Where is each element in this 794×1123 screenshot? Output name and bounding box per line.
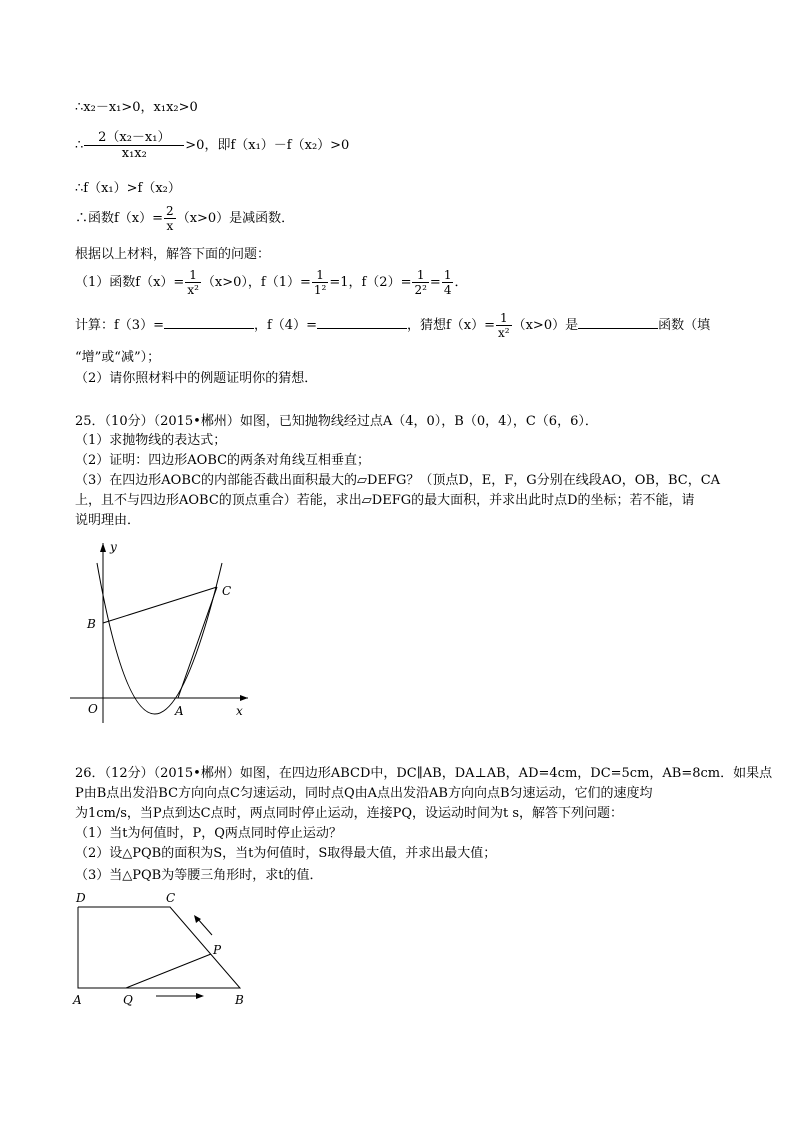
fraction-numerator: 2 [166, 204, 174, 218]
proof-line-2-prefix: ∴ [75, 138, 84, 153]
parabola-curve [97, 563, 222, 714]
q24-calc-end: 函数（填 [658, 318, 711, 333]
q26-part-1: （1）当t为何值时，P，Q两点同时停止运动？ [75, 826, 342, 841]
fraction-denominator: x [166, 219, 174, 233]
q24-intro: 根据以上材料，解答下面的问题： [75, 247, 271, 262]
label-x: x [236, 704, 243, 718]
q24-calc-fraction [496, 311, 512, 340]
fraction-numerator: 1 [185, 268, 201, 283]
proof-line-3: ∴f（x₁）>f（x₂） [75, 181, 181, 196]
fraction-numerator: 1 [312, 268, 328, 283]
q24-part-1 [75, 268, 467, 297]
answer-blank-f3[interactable] [164, 316, 254, 329]
q24-fill-hint: “增”或“减”）； [75, 350, 161, 365]
fraction-numerator: 1 [496, 311, 512, 326]
arrow-Q-head [196, 993, 204, 999]
q24-f1-value: =1，f（2）= [329, 275, 412, 290]
q24-p1-mid: （x>0），f（1）= [201, 275, 311, 290]
q26-part-2: （2）设△PQB的面积为S，当t为何值时，S取得最大值，并求出最大值； [75, 846, 497, 861]
label-y: y [110, 540, 117, 554]
proof-line-4 [75, 204, 294, 233]
x-axis-arrow [240, 695, 248, 701]
q26-line-2: P由B点出发沿BC方向向点C匀速运动，同时点Q由A点出发沿AB方向向点B匀速运动，它们的速度均 [75, 786, 653, 801]
q25-part-3b: 上，且不与四边形AOBC的顶点重合）若能，求出▱DEFG的最大面积，并求出此时点D的坐标；若不能，请 [75, 493, 695, 508]
proof-line-4-prefix: ∴函数f（x）= [75, 211, 164, 226]
q25-part-2: （2）证明：四边形AOBC的两条对角线互相垂直； [75, 453, 371, 468]
q24-p1-end: ． [454, 275, 468, 290]
fraction-denominator: 1² [313, 283, 327, 297]
label-O: O [88, 702, 98, 716]
label-B: B [235, 993, 244, 1007]
answer-blank-monotonic[interactable] [578, 316, 658, 329]
q24-calc-cond: （x>0）是 [512, 318, 579, 333]
segment-AC [178, 587, 217, 698]
q24-calc-mid: ，f（4）= [253, 318, 317, 333]
q24-calc-guess: ，猜想f（x）= [406, 318, 496, 333]
label-C: C [222, 584, 232, 598]
fraction-denominator: 2² [414, 283, 427, 297]
label-P: P [213, 943, 222, 957]
q24-f2-value-fraction [442, 268, 454, 297]
label-D: D [76, 891, 86, 905]
q25-part-3a: （3）在四边形AOBC的内部能否截出面积最大的▱DEFG？（顶点D，E，F，G分别在线段AO，OB，BC，CA [75, 473, 721, 488]
q26-part-3: （3）当△PQB为等腰三角形时，求t的值． [75, 868, 323, 883]
fraction-denominator: 4 [443, 283, 452, 297]
q26-line-1: 26．（12分）（2015•郴州）如图，在四边形ABCD中，DC∥AB，DA⊥AB，AD=4cm，DC=5cm，AB=8cm．如果点 [75, 766, 773, 781]
arrow-P-direction [197, 918, 212, 935]
proof-line-1: ∴x₂－x₁>0，x₁x₂>0 [75, 100, 198, 115]
q26-line-3: 为1cm/s，当P点到达C点时，两点同时停止运动，连接PQ，设运动时间为t s，解答下列问题： [75, 806, 624, 821]
fraction-numerator: 1 [443, 268, 452, 282]
segment-PQ [126, 954, 211, 988]
q24-eq: = [429, 275, 441, 290]
proof-fraction [84, 130, 184, 161]
label-C: C [166, 891, 176, 905]
q24-calc-prefix: 计算：f（3）= [75, 318, 164, 333]
proof-line-4-suffix: （x>0）是减函数． [176, 211, 295, 226]
proof-line-4-fraction [164, 204, 176, 233]
label-A: A [175, 704, 184, 718]
q24-p1-fraction [185, 268, 201, 297]
answer-blank-f4[interactable] [317, 316, 407, 329]
q26-trapezoid-figure [70, 888, 260, 1013]
segment-BC [103, 587, 217, 623]
fraction-numerator: 1 [412, 268, 428, 283]
label-B: B [87, 617, 96, 631]
q24-f1-fraction [312, 268, 328, 297]
fraction-denominator: x² [187, 283, 199, 297]
q25-part-1: （1）求抛物线的表达式； [75, 433, 227, 448]
q24-f2-fraction [412, 268, 428, 297]
q25-parabola-figure [70, 535, 260, 725]
q24-part-2: （2）请你照材料中的例题证明你的猜想． [75, 371, 318, 386]
proof-line-2-suffix: >0，即f（x₁）－f（x₂）>0 [185, 138, 350, 153]
label-Q: Q [123, 993, 133, 1007]
q25-title: 25．（10分）（2015•郴州）如图，已知抛物线经过点A（4，0），B（0，4），C（6，6）． [75, 414, 598, 429]
fraction-denominator: x² [498, 326, 510, 340]
label-A: A [73, 993, 82, 1007]
q24-p1-prefix: （1）函数f（x）= [75, 275, 185, 290]
proof-fraction-numerator: 2（x₂－x₁） [84, 130, 184, 146]
q25-part-3c: 说明理由． [75, 513, 141, 528]
proof-line-2 [75, 130, 349, 161]
proof-fraction-denominator: x₁x₂ [121, 146, 147, 161]
y-axis-arrow [100, 543, 106, 552]
q24-calc-line [75, 311, 710, 340]
